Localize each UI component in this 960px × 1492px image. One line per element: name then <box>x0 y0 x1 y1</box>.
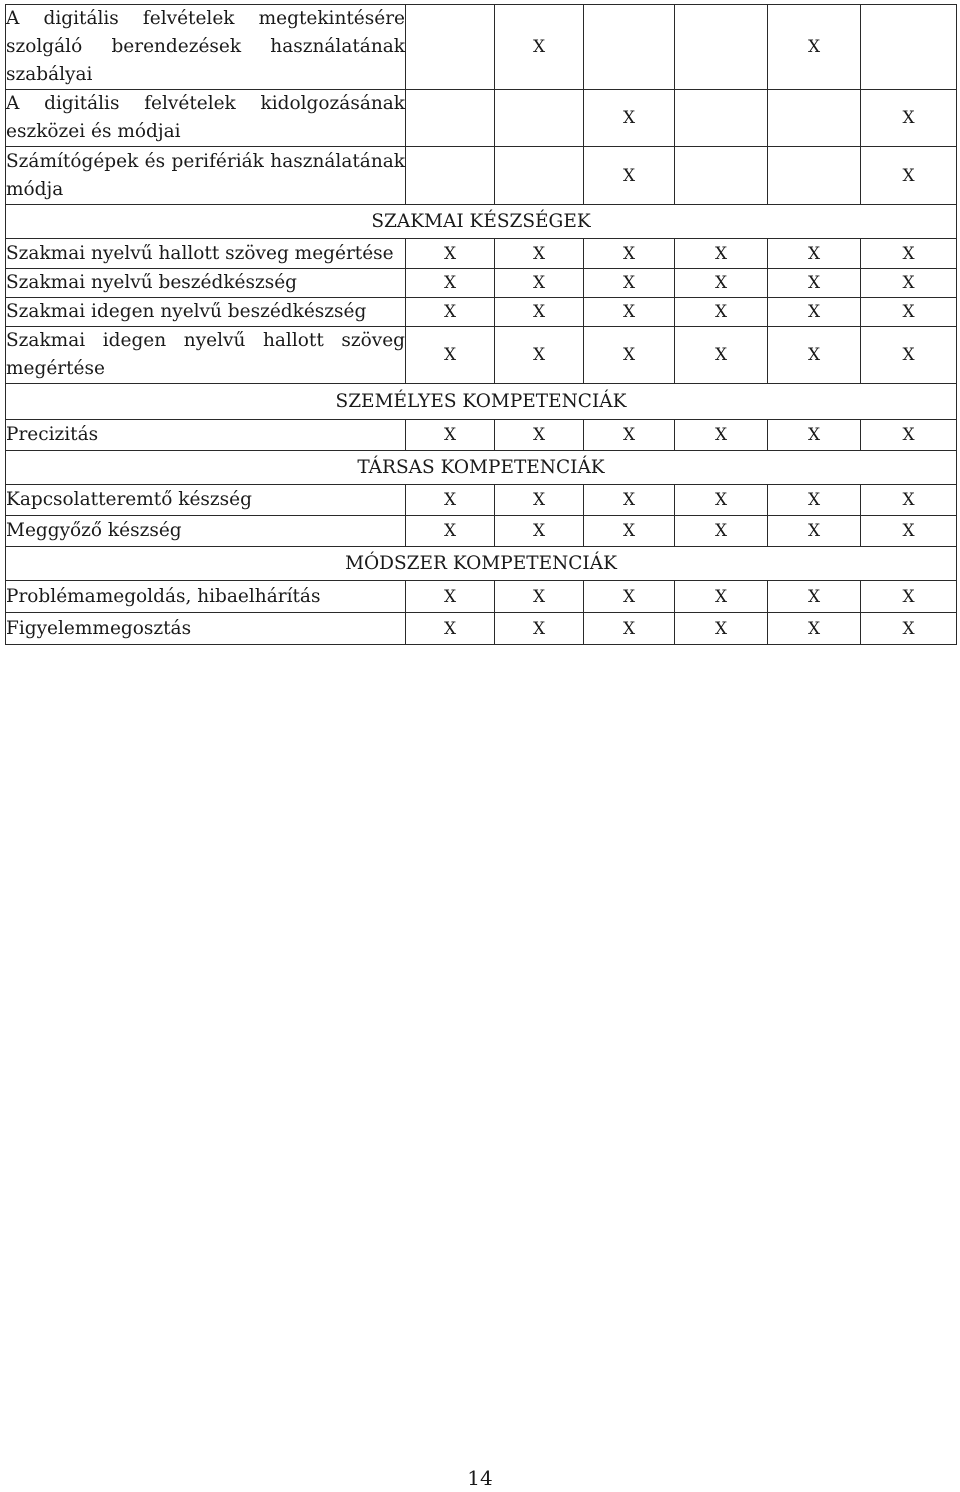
mark-cell: X <box>768 613 861 645</box>
mark-cell: X <box>861 581 957 613</box>
row-label: Problémamegoldás, hibaelhárítás <box>6 581 406 613</box>
section-header-row <box>6 547 957 581</box>
mark-cell: X <box>861 90 957 147</box>
mark-cell: X <box>584 485 675 516</box>
mark-cell: X <box>861 420 957 451</box>
mark-cell: X <box>495 5 584 90</box>
section-title: TÁRSAS KOMPETENCIÁK <box>6 451 957 485</box>
mark-cell <box>495 90 584 147</box>
mark-cell: X <box>584 298 675 327</box>
mark-cell: X <box>768 269 861 298</box>
mark-cell: X <box>675 420 768 451</box>
mark-cell: X <box>675 239 768 269</box>
mark-cell: X <box>861 327 957 384</box>
mark-cell: X <box>495 485 584 516</box>
mark-cell: X <box>768 239 861 269</box>
mark-cell: X <box>768 581 861 613</box>
mark-cell <box>406 147 495 205</box>
mark-cell: X <box>768 420 861 451</box>
mark-cell: X <box>406 239 495 269</box>
mark-cell: X <box>861 147 957 205</box>
mark-cell: X <box>861 269 957 298</box>
table-row <box>6 327 957 384</box>
mark-cell <box>584 5 675 90</box>
mark-cell: X <box>495 581 584 613</box>
mark-cell: X <box>675 581 768 613</box>
mark-cell <box>495 147 584 205</box>
row-label: Szakmai nyelvű hallott szöveg megértése <box>6 239 406 269</box>
mark-cell: X <box>584 581 675 613</box>
section-header-row <box>6 205 957 239</box>
mark-cell <box>861 5 957 90</box>
mark-cell: X <box>495 239 584 269</box>
mark-cell: X <box>584 147 675 205</box>
mark-cell: X <box>861 485 957 516</box>
mark-cell <box>675 90 768 147</box>
row-label: A digitális felvételek kidolgozásának eszközei és módjai <box>6 90 406 147</box>
mark-cell: X <box>406 298 495 327</box>
mark-cell: X <box>768 298 861 327</box>
table-row <box>6 516 957 547</box>
mark-cell: X <box>495 516 584 547</box>
table-row <box>6 5 957 90</box>
mark-cell: X <box>675 485 768 516</box>
mark-cell: X <box>495 613 584 645</box>
mark-cell: X <box>675 269 768 298</box>
mark-cell: X <box>675 516 768 547</box>
mark-cell <box>768 147 861 205</box>
row-label: Szakmai idegen nyelvű hallott szöveg megértése <box>6 327 406 384</box>
row-label: Meggyőző készség <box>6 516 406 547</box>
mark-cell: X <box>406 269 495 298</box>
table-row <box>6 147 957 205</box>
table-row <box>6 581 957 613</box>
table-row <box>6 420 957 451</box>
mark-cell: X <box>768 327 861 384</box>
table-row <box>6 90 957 147</box>
section-header-row <box>6 384 957 420</box>
mark-cell: X <box>584 269 675 298</box>
mark-cell: X <box>584 239 675 269</box>
competency-table <box>5 4 957 645</box>
mark-cell <box>675 147 768 205</box>
row-label: Kapcsolatteremtő készség <box>6 485 406 516</box>
section-title: SZEMÉLYES KOMPETENCIÁK <box>6 384 957 420</box>
mark-cell: X <box>406 485 495 516</box>
mark-cell: X <box>768 485 861 516</box>
mark-cell <box>406 90 495 147</box>
mark-cell: X <box>861 613 957 645</box>
table-row <box>6 298 957 327</box>
mark-cell: X <box>768 516 861 547</box>
row-label: Figyelemmegosztás <box>6 613 406 645</box>
mark-cell: X <box>861 516 957 547</box>
mark-cell: X <box>584 327 675 384</box>
table-row <box>6 613 957 645</box>
mark-cell: X <box>495 327 584 384</box>
table-row <box>6 239 957 269</box>
mark-cell: X <box>495 298 584 327</box>
mark-cell: X <box>406 613 495 645</box>
mark-cell: X <box>675 327 768 384</box>
mark-cell: X <box>495 420 584 451</box>
table-row <box>6 485 957 516</box>
row-label: Számítógépek és perifériák használatának módja <box>6 147 406 205</box>
row-label: A digitális felvételek megtekintésére szolgáló berendezések használatának szabályai <box>6 5 406 90</box>
mark-cell: X <box>675 613 768 645</box>
mark-cell: X <box>584 516 675 547</box>
mark-cell: X <box>861 239 957 269</box>
page-number: 14 <box>467 1466 493 1490</box>
mark-cell: X <box>406 420 495 451</box>
section-title: MÓDSZER KOMPETENCIÁK <box>6 547 957 581</box>
mark-cell: X <box>675 298 768 327</box>
mark-cell <box>768 90 861 147</box>
mark-cell: X <box>861 298 957 327</box>
mark-cell: X <box>406 516 495 547</box>
mark-cell: X <box>584 613 675 645</box>
row-label: Szakmai idegen nyelvű beszédkészség <box>6 298 406 327</box>
row-label: Precizitás <box>6 420 406 451</box>
mark-cell <box>675 5 768 90</box>
section-title: SZAKMAI KÉSZSÉGEK <box>6 205 957 239</box>
table-row <box>6 269 957 298</box>
mark-cell: X <box>406 327 495 384</box>
mark-cell: X <box>768 5 861 90</box>
mark-cell: X <box>584 90 675 147</box>
mark-cell: X <box>584 420 675 451</box>
mark-cell: X <box>406 581 495 613</box>
mark-cell <box>406 5 495 90</box>
section-header-row <box>6 451 957 485</box>
mark-cell: X <box>495 269 584 298</box>
row-label: Szakmai nyelvű beszédkészség <box>6 269 406 298</box>
